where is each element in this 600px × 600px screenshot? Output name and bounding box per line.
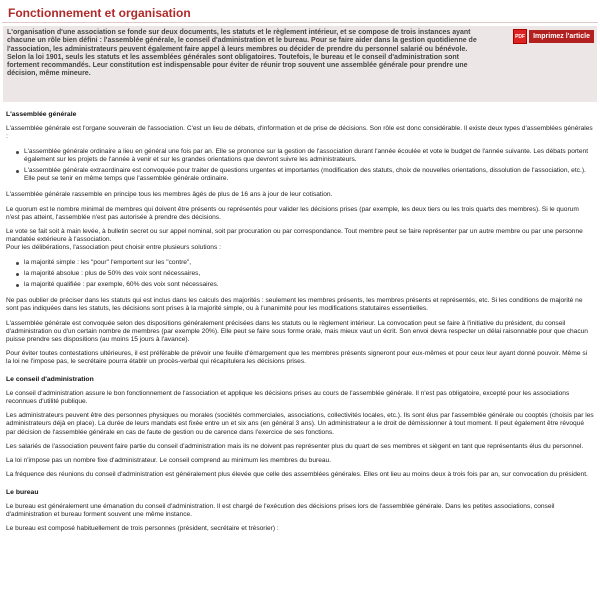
- section-heading-conseil: Le conseil d'administration: [6, 375, 94, 383]
- print-article-label[interactable]: Imprimez l'article: [529, 30, 594, 43]
- page-title: Fonctionnement et organisation: [2, 0, 598, 23]
- list-item: L'assemblée générale extraordinaire est convoquée pour traiter de questions urgentes et importantes (modification des statuts, choix de nouvelles orientations, dissolution de l'association, etc.). Elle peut se tenir en même temps que l'assemblée générale ordinaire.: [16, 167, 594, 183]
- paragraph: Ne pas oublier de préciser dans les statuts qui est inclus dans les calculs des majorités : seulement les membres présents, les membres présents et représentés, etc. Si les conditions de majorité ne sont pas indiquées dans les statuts, les décisions sont prises à la majorité simple, ou à l'unanimité pour les modifications statutaires essentielles.: [6, 297, 583, 313]
- list-item: la majorité qualifiée : par exemple, 60% des voix sont nécessaires.: [16, 281, 594, 289]
- paragraph: Le conseil d'administration assure le bon fonctionnement de l'association et applique les décisions prises au cours de l'assemblée générale. Il n'est pas obligatoire, excepté pour les associations reconnues d'utilité publique.: [6, 389, 570, 406]
- paragraph: Les administrateurs peuvent être des personnes physiques ou morales (sociétés commerciales, associations, collectivités locales, etc.). Ils sont élus par l'assemblée générale ou cooptés (choisis par les administrateurs déjà en place). La durée de leurs mandats est fixée entre un et six ans (en général 3 ans). Un administrateur a le droit de démissionner à tout moment. Il peut également être révoqué par décision de l'assemblée générale en cas de faute de gestion ou de carence dans l'exercice de ses fonctions.: [6, 412, 594, 436]
- intro-box: [3, 26, 597, 102]
- paragraph: Le bureau est composé habituellement de trois personnes (président, secrétaire et trésorier) :: [6, 525, 279, 533]
- intro-text: L'organisation d'une association se fonde sur deux documents, les statuts et le règlement intérieur, et se compose de trois instances ayant chacune un rôle bien défini : l'assemblée générale, le conseil d'administration et le bureau. Pour se faire aider dans la gestion quotidienne de l'association, les administrateurs peuvent également faire appel à leurs membres ou décider de prendre du personnel salarié ou bénévole. Selon la loi 1901, seuls les statuts et les assemblées générales sont obligatoires. Toutefois, le bureau et le conseil d'administration sont fortement recommandés. Leur constitution est indispensable pour éviter de réunir trop souvent une assemblée générale pour prendre une décision, même mineure.: [7, 29, 477, 78]
- list-item: la majorité absolue : plus de 50% des voix sont nécessaires,: [16, 270, 594, 278]
- print-article-button[interactable]: [513, 29, 594, 44]
- list-item: L'assemblée générale ordinaire a lieu en général une fois par an. Elle se prononce sur la gestion de l'association durant l'année écoulée et vote le budget de l'année suivante. Les débats portent également sur les projets de l'année à venir et sur les grandes orientations que devront suivre les administrateurs.: [16, 148, 594, 164]
- section-heading-bureau: Le bureau: [6, 488, 39, 496]
- paragraph: La loi n'impose pas un nombre fixe d'administrateur. Le conseil comprend au minimum les membres du bureau.: [6, 457, 332, 465]
- pdf-icon-label: PDF: [515, 33, 526, 40]
- assembly-types-list: [6, 148, 594, 184]
- paragraph: Les salariés de l'association peuvent faire partie du conseil d'administration mais ils ne doivent pas représenter plus du quart de ses membres et siègent en tant que représentants élus du personnel.: [6, 442, 584, 450]
- section-heading-assemblee: L'assemblée générale: [6, 111, 77, 118]
- paragraph: L'assemblée générale est convoquée selon des dispositions généralement précisées dans les statuts ou le règlement intérieur. La convocation peut se faire à l'initiative du président, du conseil d'administration ou d'un certain nombre de membres (par exemple 20%). Elle peut se faire sous forme orale, mais mieux vaut un écrit. Son envoi devra respecter un délai raisonnable pour que chacun puisse prendre ses dispositions (au moins 15 jours à l'avance).: [6, 319, 588, 344]
- article-body: [0, 111, 600, 533]
- list-item: la majorité simple : les "pour" l'emportent sur les "contre",: [16, 259, 594, 267]
- paragraph: La fréquence des réunions du conseil d'administration est généralement plus élevée que celle des assemblées générales. Elles ont lieu au moins deux à trois fois par an, sur convocation du président.: [6, 471, 588, 479]
- paragraph: Pour les délibérations, l'association peut choisir entre plusieurs solutions :: [6, 244, 221, 252]
- majority-list: [6, 259, 594, 290]
- paragraph: Le bureau est généralement une émanation du conseil d'administration. Il est chargé de l'exécution des décisions prises lors de l'assemblée générale. Dans les petites associations, conseil d'administration et bureau forment souvent une même instance.: [6, 502, 555, 518]
- paragraph: Le quorum est le nombre minimal de membres qui doivent être présents ou représentés pour valider les décisions prises (par exemple, les deux tiers ou les trois quarts des membres). Si le quorum n'est pas atteint, l'assemblée n'est pas autorisée à prendre des décisions.: [6, 205, 579, 221]
- paragraph: L'assemblée générale est l'organe souverain de l'association. C'est un lieu de débats, d'information et de prise de décisions. Son rôle est donc considérable. Il existe deux types d'assemblées générales :: [6, 125, 593, 141]
- paragraph: L'assemblée générale rassemble en principe tous les membres âgés de plus de 16 ans à jour de leur cotisation.: [6, 191, 333, 199]
- paragraph: Le vote se fait soit à main levée, à bulletin secret ou sur appel nominal, soit par procuration ou par correspondance. Tout membre peut se faire représenter par un autre membre ou par une personne mandatée extérieure à l'association.: [6, 228, 583, 244]
- pdf-icon: [513, 29, 527, 44]
- paragraph: Pour éviter toutes contestations ultérieures, il est préférable de prévoir une feuille d'émargement que les membres présents signeront pour eux-mêmes et pour ceux leur ayant donné pouvoir. Même si la loi ne l'impose pas, le secrétaire pourra établir un procès-verbal qui récapitulera les décisions prises.: [6, 350, 588, 366]
